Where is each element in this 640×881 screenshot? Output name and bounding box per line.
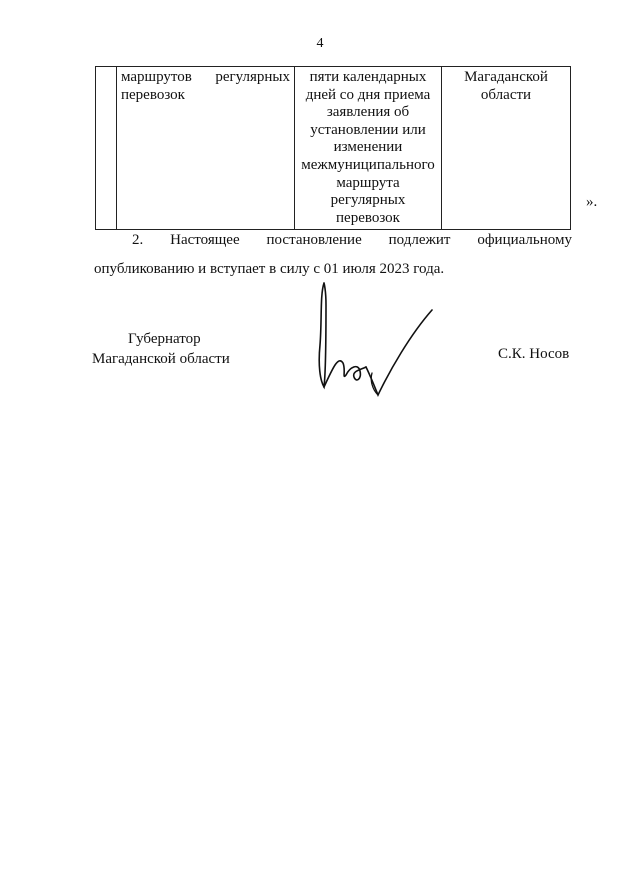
table-cell-deadline: пяти календарных дней со дня приема заявления об установлении или изменении межмуниципального маршрута регулярных перевозок: [295, 67, 442, 230]
paragraph-first-line: 2. Настоящее постановление подлежит официальному: [132, 232, 572, 248]
page-number: 4: [316, 36, 324, 51]
table-cell-authority: Магаданской области: [442, 67, 571, 230]
closing-quote: ».: [586, 194, 598, 210]
signer-position: Губернатор: [128, 331, 201, 347]
signer-title: [92, 329, 230, 369]
signer-name: С.К. Носов: [498, 346, 570, 362]
signer-region: Магаданской области: [92, 351, 230, 367]
table-cell-number: [96, 67, 117, 230]
paragraph-second-line: опубликованию и вступает в силу с 01 июля 2023 года.: [94, 261, 445, 277]
table-row: [96, 67, 571, 230]
table-cell-route-type: маршрутов регулярных перевозок: [117, 67, 295, 230]
handwritten-signature: [310, 275, 440, 400]
continuation-table: [95, 66, 571, 230]
